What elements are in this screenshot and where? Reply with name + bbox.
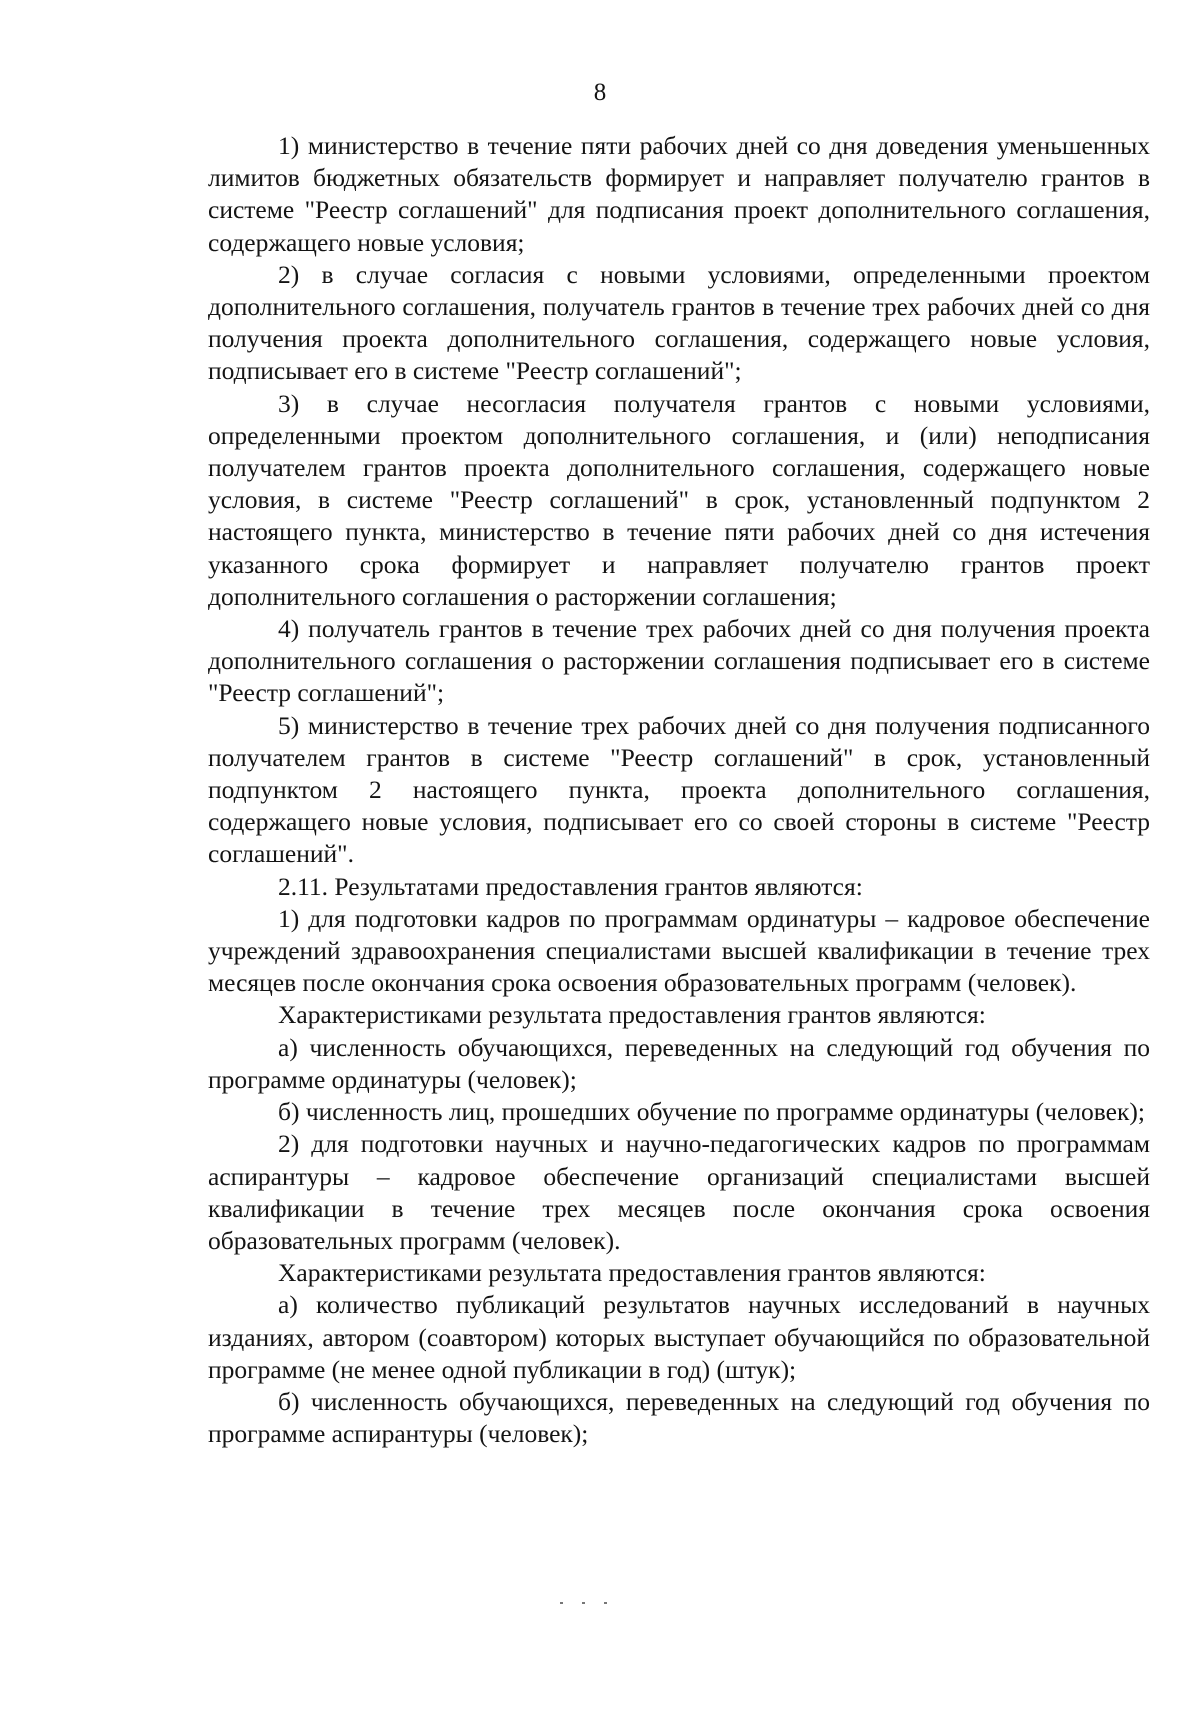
characteristics-heading: Характеристиками результата предоставления грантов являются: bbox=[278, 1258, 986, 1288]
result-postgraduate: 2) для подготовки научных и научно-педагогических кадров по программам аспирантуры – кадровое обеспечение организаций специалистами высшей квалификации в течение трех месяцев после окончания срока освоения образовательных программ (человек). bbox=[208, 1129, 1150, 1255]
paragraph-item-3: 3) в случае несогласия получателя грантов с новыми условиями, определенными проектом дополнительного соглашения, и (или) неподписания получателем грантов проекта дополнительного соглашения, содержащего новые условия, в системе "Реестр соглашений" в срок, установленный подпунктом 2 настоящего пункта, министерство в течение пяти рабочих дней со дня истечения указанного срока формирует и направляет получателю грантов проект дополнительного соглашения о расторжении соглашения; bbox=[208, 388, 1150, 611]
scan-specks bbox=[560, 1602, 640, 1608]
characteristic-a-residency: а) численность обучающихся, переведенных на следующий год обучения по программе ординатуры (человек); bbox=[208, 1032, 1150, 1094]
paragraph-item-4: 4) получатель грантов в течение трех рабочих дней со дня получения проекта дополнительного соглашения о расторжении соглашения подписывает его в системе "Реестр соглашений"; bbox=[208, 614, 1150, 708]
characteristic-a-postgraduate: а) количество публикаций результатов научных исследований в научных изданиях, автором (соавтором) которых выступает обучающийся по образовательной программе (не менее одной публикации в год) (штук); bbox=[208, 1290, 1150, 1384]
characteristics-heading: Характеристиками результата предоставления грантов являются: bbox=[278, 1000, 986, 1030]
result-residency: 1) для подготовки кадров по программам ординатуры – кадровое обеспечение учреждений здравоохранения специалистами высшей квалификации в течение трех месяцев после окончания срока освоения образовательных программ (человек). bbox=[208, 903, 1150, 998]
characteristic-b-residency: б) численность лиц, прошедших обучение по программе ординатуры (человек); bbox=[278, 1097, 1145, 1127]
section-heading-2-11: 2.11. Результатами предоставления грантов являются: bbox=[278, 871, 863, 901]
characteristic-b-postgraduate: б) численность обучающихся, переведенных на следующий год обучения по программе аспирантуры (человек); bbox=[208, 1386, 1150, 1449]
document-body bbox=[208, 130, 1150, 1450]
page-number: 8 bbox=[593, 79, 607, 106]
paragraph-item-2: 2) в случае согласия с новыми условиями, определенными проектом дополнительного соглашения, получатель грантов в течение трех рабочих дней со дня получения проекта дополнительного соглашения, содержащего новые условия, подписывает его в системе "Реестр соглашений"; bbox=[208, 259, 1150, 386]
paragraph-item-1: 1) министерство в течение пяти рабочих дней со дня доведения уменьшенных лимитов бюджетных обязательств формирует и направляет получателю грантов в системе "Реестр соглашений" для подписания проект дополнительного соглашения, содержащего новые условия; bbox=[208, 131, 1150, 257]
paragraph-item-5: 5) министерство в течение трех рабочих дней со дня получения подписанного получателем грантов в системе "Реестр соглашений" в срок, установленный подпунктом 2 настоящего пункта, проекта дополнительного соглашения, содержащего новые условия, подписывает его со своей стороны в системе "Реестр соглашений". bbox=[208, 710, 1150, 869]
